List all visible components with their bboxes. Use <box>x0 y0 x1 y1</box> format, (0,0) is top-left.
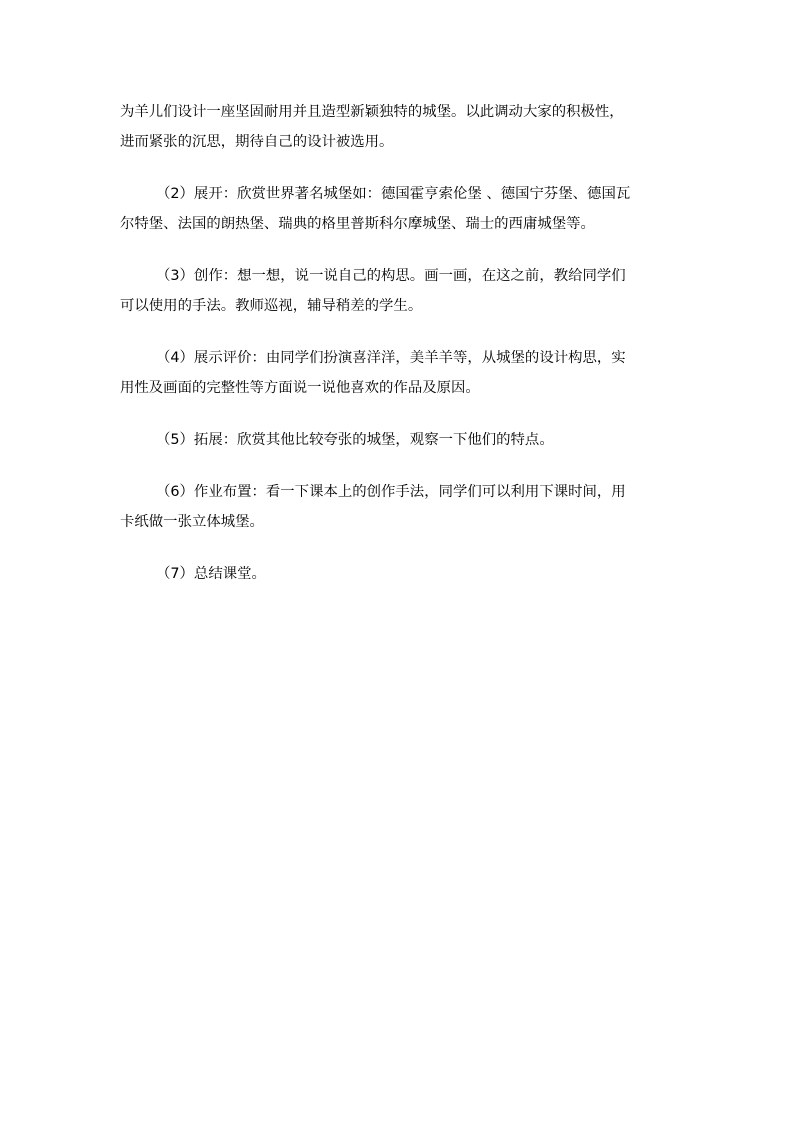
paragraph-step-6 <box>120 477 680 537</box>
paragraph-intro <box>120 97 680 157</box>
text-line: 进而紧张的沉思，期待自己的设计被选用。 <box>120 134 394 150</box>
paragraph-spacer <box>120 455 680 477</box>
text-line: 尔特堡、法国的朗热堡、瑞典的格里普斯科尔摩城堡、瑞士的西庸城堡等。 <box>120 216 595 232</box>
text-line: （6）作业布置：看一下课本上的创作手法，同学们可以利用下课时间，用 <box>156 484 626 500</box>
paragraph-spacer <box>120 321 680 343</box>
text-line: （4）展示评价：由同学们扮演喜洋洋，美羊羊等，从城堡的设计构思，实 <box>156 350 626 366</box>
text-line: 卡纸做一张立体城堡。 <box>120 514 264 530</box>
paragraph-spacer <box>120 403 680 425</box>
paragraph-step-4 <box>120 343 680 403</box>
paragraph-step-2 <box>120 179 680 239</box>
document-body <box>120 97 680 589</box>
text-line: 为羊儿们设计一座坚固耐用并且造型新颖独特的城堡。以此调动大家的积极性， <box>120 104 624 120</box>
text-line: （7）总结课堂。 <box>156 566 266 582</box>
paragraph-spacer <box>120 537 680 559</box>
text-line: 用性及画面的完整性等方面说一说他喜欢的作品及原因。 <box>120 380 480 396</box>
paragraph-spacer <box>120 157 680 179</box>
paragraph-step-5 <box>120 425 680 455</box>
paragraph-step-3 <box>120 261 680 321</box>
text-line: （5）拓展：欣赏其他比较夸张的城堡，观察一下他们的特点。 <box>156 432 554 448</box>
paragraph-step-7 <box>120 559 680 589</box>
text-line: 可以使用的手法。教师巡视，辅导稍差的学生。 <box>120 298 423 314</box>
paragraph-spacer <box>120 239 680 261</box>
text-line: （2）展开：欣赏世界著名城堡如：德国霍亨索伦堡 、德国宁芬堡、德国瓦 <box>156 186 631 202</box>
text-line: （3）创作：想一想，说一说自己的构思。画一画，在这之前，教给同学们 <box>156 268 626 284</box>
